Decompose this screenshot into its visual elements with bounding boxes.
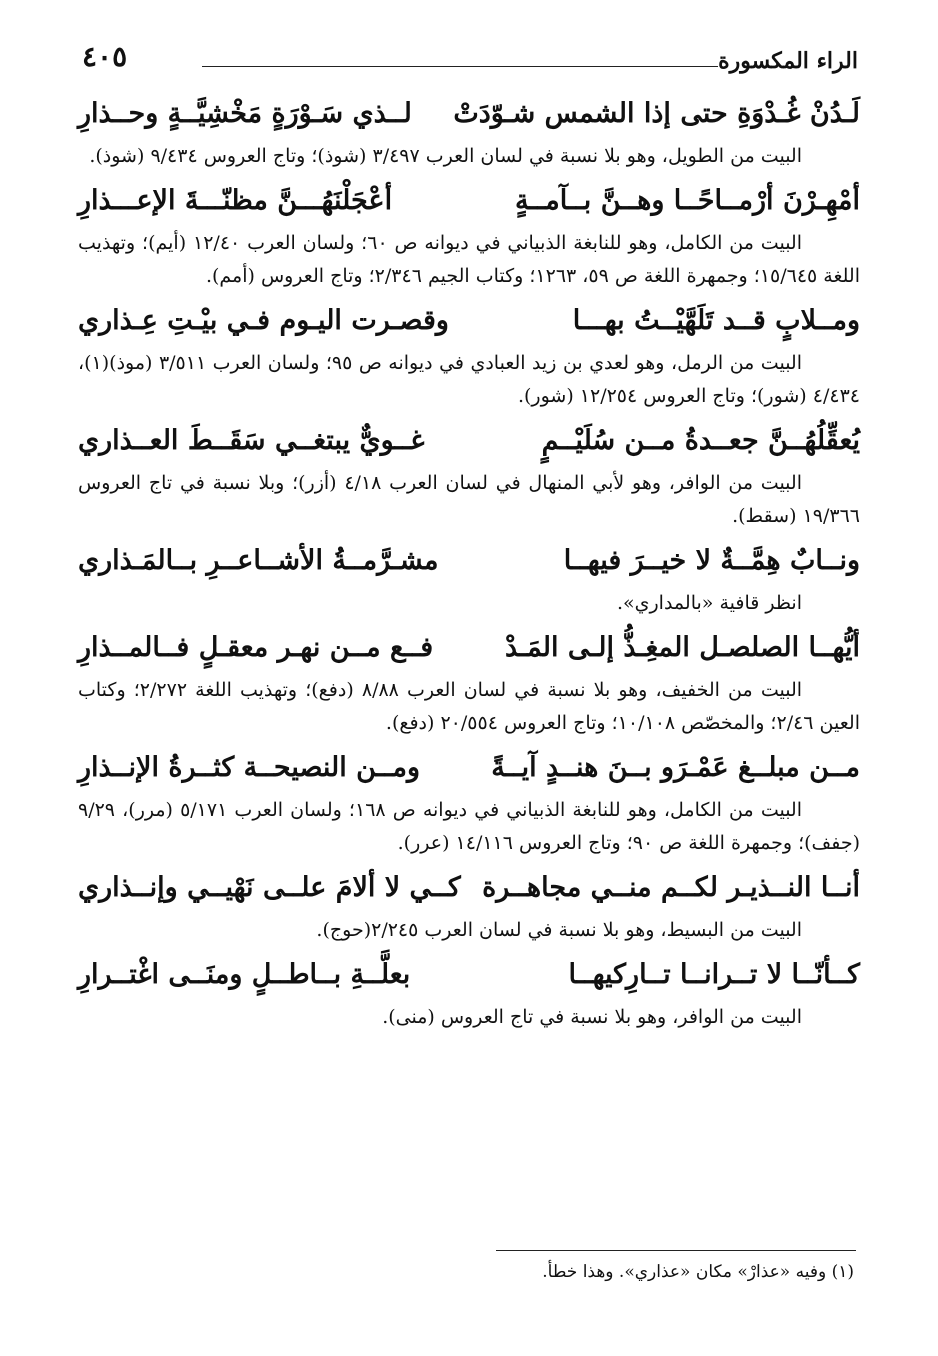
page-header [82, 38, 858, 78]
verse-line [78, 179, 860, 223]
second-hemistich: كــي لا ألامَ علــى نَهْيــي وإنــذاري [78, 872, 461, 903]
verse-entries [78, 92, 860, 1040]
verse-line [78, 626, 860, 670]
page-number: ٤٠٥ [82, 40, 128, 73]
first-hemistich: يُعقِّلُهُــنَّ جعــدةُ مــن سُلَيْــمٍ [541, 425, 860, 456]
verse-entry [78, 953, 860, 1034]
verse-note: البيت من الرمل، وهو لعدي بن زيد العبادي في ديوانه ص ٩٥؛ ولسان العرب ٣/٥١١ (موذ)(١)، ٤/٤٣٤ (شور)؛ وتاج العروس ١٢/٢٥٤ (شور). [78, 352, 860, 407]
header-rule [202, 66, 718, 67]
second-hemistich: أعْجَلْنَهُـــنَّ مظنّـــةَ الإعـــذارِ [78, 185, 393, 216]
second-hemistich: ومــن النصيحــة كثــرةُ الإنــذارِ [78, 752, 421, 783]
verse-note: البيت من الكامل، وهو للنابغة الذبياني في ديوانه ص ٦٠؛ ولسان العرب ١٢/٤٠ (أيم)؛ وتهذيب اللغة ١٥/٦٤٥؛ وجمهرة اللغة ص ٥٩، ١٢٦٣؛ وكتاب الجيم ٢/٣٤٦؛ وتاج العروس (أمم). [78, 232, 860, 287]
second-hemistich: غــويٌّ يبتغــي سَقَــطَ العــذاري [78, 425, 425, 456]
verse-note: البيت من الوافر، وهو لأبي المنهال في لسان العرب ٤/١٨ (أزر)؛ وبلا نسبة في تاج العروس ١٩/٣٦٦ (سقط). [78, 472, 860, 527]
verse-line [78, 92, 860, 136]
first-hemistich: أمْهِـرْنَ أرْمــاحًــا وهــنَّ بــآمــةٍ [514, 185, 860, 216]
first-hemistich: مــن مبلــغ عَمْـرَو بــنَ هنــدٍ آيــةً [491, 752, 860, 783]
second-hemistich: بعلَّــةِ بــاطــلٍ ومنَــى اغْتــرارِ [78, 959, 411, 990]
verse-note: انظر قافية «بالمداري». [616, 592, 802, 614]
verse-entry [78, 179, 860, 293]
verse-note: البيت من الخفيف، وهو بلا نسبة في لسان العرب ٨/٨٨ (دفع)؛ وتهذيب اللغة ٢/٢٧٢؛ وكتاب العين ٢/٤٦؛ والمخصّص ١٠/١٠٨؛ وتاج العروس ٢٠/٥٥٤ (دفع). [78, 679, 860, 734]
verse-line [78, 953, 860, 997]
first-hemistich: كــأنّــا لا تــرانــا تــارِكيهــا [568, 959, 860, 990]
first-hemistich: ونــابٌ هِمَّــةٌ لا خيــرَ فيهــا [563, 545, 860, 576]
footnote-rule [496, 1250, 856, 1251]
second-hemistich: لــذي سَـوْرَةٍ مَخْشِيَّــةٍ وحــذارِ [78, 98, 412, 129]
verse-note: البيت من الكامل، وهو للنابغة الذبياني في ديوانه ص ١٦٨؛ ولسان العرب ٥/١٧١ (مرر)، ٩/٢٩ (جفف)؛ وجمهرة اللغة ص ٩٠؛ وتاج العروس ١٤/١١٦ (عرر). [78, 799, 860, 854]
verse-line [78, 419, 860, 463]
verse-note: البيت من البسيط، وهو بلا نسبة في لسان العرب ٢/٢٤٥(حوج). [316, 919, 802, 941]
verse-line [78, 539, 860, 583]
verse-note: البيت من الوافر، وهو بلا نسبة في تاج العروس (منى). [382, 1006, 802, 1028]
first-hemistich: لَـدُنْ غُـدْوَةِ حتى إذا الشمس شـوّدَتْ [453, 98, 860, 129]
footnote: (١) وفيه «عذارْ» مكان «عذاري». وهذا خطأ. [542, 1262, 854, 1282]
verse-entry [78, 299, 860, 413]
verse-note: البيت من الطويل، وهو بلا نسبة في لسان العرب ٣/٤٩٧ (شوذ)؛ وتاج العروس ٩/٤٣٤ (شوذ). [89, 145, 802, 167]
verse-entry [78, 626, 860, 740]
verse-line [78, 299, 860, 343]
verse-entry [78, 539, 860, 620]
first-hemistich: أيُّهــا الصلصـل المغِـذُّ إلـى المَـدْ [505, 632, 860, 663]
second-hemistich: فــع مــن نهـر معقـلٍ فــالمــذارِ [78, 632, 434, 663]
verse-entry [78, 419, 860, 533]
verse-line [78, 746, 860, 790]
first-hemistich: ومــلابٍ قــد تَلَهَّيْــتُ بهـــا [572, 305, 860, 336]
second-hemistich: وقصـرت اليـوم فـي بيْـتِ عِـذاري [78, 305, 449, 336]
chapter-title: الراء المكسورة [718, 48, 858, 74]
first-hemistich: أنــا النــذيـر لكــم منــي مجاهــرة [482, 872, 860, 903]
second-hemistich: مشـرَّمــةُ الأشــاعــرِ بــالمَـذاري [78, 545, 439, 576]
verse-line [78, 866, 860, 910]
verse-entry [78, 92, 860, 173]
verse-entry [78, 866, 860, 947]
verse-entry [78, 746, 860, 860]
